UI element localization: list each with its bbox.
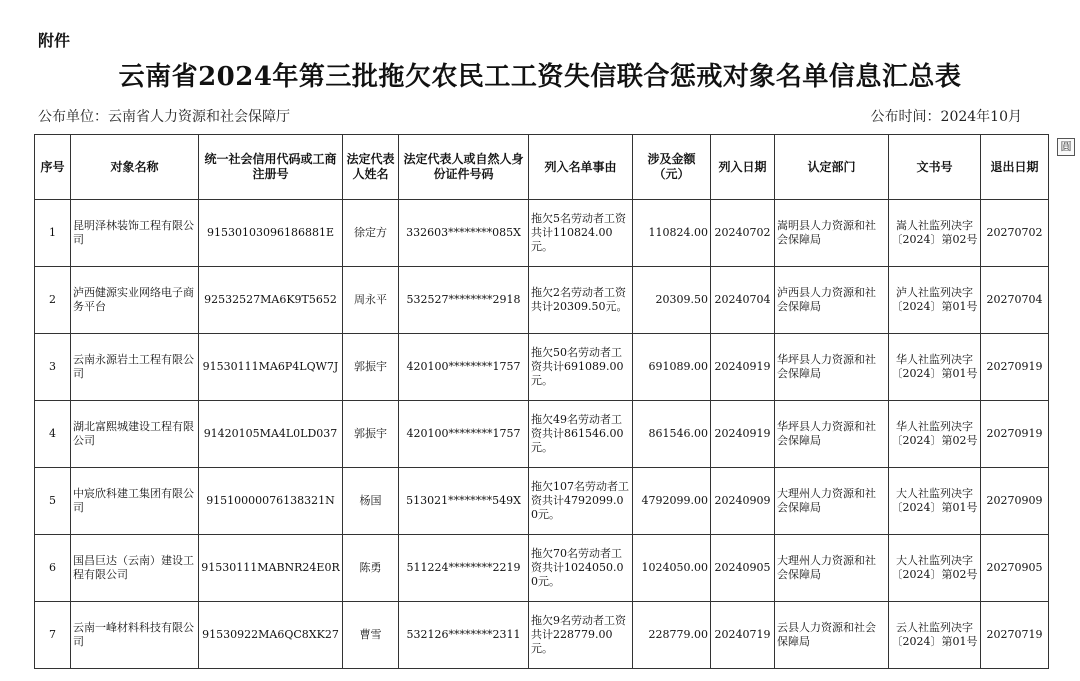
cell-date-in: 20240702 [711, 200, 775, 267]
cell-rep: 陈勇 [343, 535, 399, 602]
cell-date-out: 20270704 [981, 267, 1049, 334]
cell-rep: 周永平 [343, 267, 399, 334]
blacklist-table [34, 134, 1049, 669]
cell-id: 532527********2918 [399, 267, 529, 334]
cell-doc: 华人社监列决字〔2024〕第01号 [889, 334, 981, 401]
cell-id: 513021********549X [399, 468, 529, 535]
cell-id: 420100********1757 [399, 334, 529, 401]
header-amount: 涉及金额（元） [633, 135, 711, 200]
header-date-in: 列入日期 [711, 135, 775, 200]
cell-code: 91510000076138321N [199, 468, 343, 535]
header-dept: 认定部门 [775, 135, 889, 200]
cell-seq: 1 [35, 200, 71, 267]
cell-rep: 郭振宇 [343, 401, 399, 468]
cell-date-out: 20270905 [981, 535, 1049, 602]
cell-reason: 拖欠107名劳动者工资共计4792099.00元。 [529, 468, 633, 535]
cell-doc: 泸人社监列决字〔2024〕第01号 [889, 267, 981, 334]
cell-amount: 20309.50 [633, 267, 711, 334]
cell-code: 91530111MABNR24E0R [199, 535, 343, 602]
table-row [35, 334, 1049, 401]
cell-name: 云南永源岩土工程有限公司 [71, 334, 199, 401]
cell-name: 泸西健源实业网络电子商务平台 [71, 267, 199, 334]
cell-doc: 云人社监列决字〔2024〕第01号 [889, 602, 981, 669]
publisher-line: 公布单位：云南省人力资源和社会保障厅 [38, 109, 290, 125]
cell-name: 湖北富熙城建设工程有限公司 [71, 401, 199, 468]
header-reason: 列入名单事由 [529, 135, 633, 200]
table-header-row [35, 135, 1049, 200]
cell-amount: 861546.00 [633, 401, 711, 468]
cell-id: 532126********2311 [399, 602, 529, 669]
cell-name: 昆明泽林装饰工程有限公司 [71, 200, 199, 267]
cell-amount: 691089.00 [633, 334, 711, 401]
cell-amount: 110824.00 [633, 200, 711, 267]
cell-date-in: 20240905 [711, 535, 775, 602]
cell-date-out: 20270719 [981, 602, 1049, 669]
table-row [35, 267, 1049, 334]
cell-rep: 郭振宇 [343, 334, 399, 401]
header-date-out: 退出日期 [981, 135, 1049, 200]
header-code: 统一社会信用代码或工商注册号 [199, 135, 343, 200]
cell-reason: 拖欠50名劳动者工资共计691089.00元。 [529, 334, 633, 401]
cell-date-in: 20240704 [711, 267, 775, 334]
cell-dept: 华坪县人力资源和社会保障局 [775, 401, 889, 468]
cell-date-in: 20240719 [711, 602, 775, 669]
cell-code: 91530103096186881E [199, 200, 343, 267]
cell-doc: 华人社监列决字〔2024〕第02号 [889, 401, 981, 468]
table-row [35, 468, 1049, 535]
cell-reason: 拖欠9名劳动者工资共计228779.00元。 [529, 602, 633, 669]
cell-date-out: 20270919 [981, 401, 1049, 468]
table-row [35, 602, 1049, 669]
document-title: 云南省2024年第三批拖欠农民工工资失信联合惩戒对象名单信息汇总表 [118, 62, 962, 92]
cell-date-out: 20270909 [981, 468, 1049, 535]
cell-dept: 泸西县人力资源和社会保障局 [775, 267, 889, 334]
cell-doc: 大人社监列决字〔2024〕第02号 [889, 535, 981, 602]
cell-rep: 杨国 [343, 468, 399, 535]
cell-seq: 5 [35, 468, 71, 535]
header-doc: 文书号 [889, 135, 981, 200]
publish-time-line: 公布时间：2024年10月 [870, 109, 1022, 125]
header-name: 对象名称 [71, 135, 199, 200]
table-row [35, 535, 1049, 602]
cell-dept: 嵩明县人力资源和社会保障局 [775, 200, 889, 267]
cell-doc: 嵩人社监列决字〔2024〕第02号 [889, 200, 981, 267]
header-rep: 法定代表人姓名 [343, 135, 399, 200]
cell-date-in: 20240919 [711, 334, 775, 401]
cell-name: 中宸欣科建工集团有限公司 [71, 468, 199, 535]
cell-dept: 大理州人力资源和社会保障局 [775, 535, 889, 602]
header-seq: 序号 [35, 135, 71, 200]
cell-name: 国昌巨达（云南）建设工程有限公司 [71, 535, 199, 602]
cell-amount: 1024050.00 [633, 535, 711, 602]
cell-code: 91530111MA6P4LQW7J [199, 334, 343, 401]
cell-dept: 华坪县人力资源和社会保障局 [775, 334, 889, 401]
cell-seq: 6 [35, 535, 71, 602]
cell-amount: 4792099.00 [633, 468, 711, 535]
cell-dept: 大理州人力资源和社会保障局 [775, 468, 889, 535]
cell-id: 420100********1757 [399, 401, 529, 468]
cell-rep: 曹雪 [343, 602, 399, 669]
cell-code: 91530922MA6QC8XK27 [199, 602, 343, 669]
cell-dept: 云县人力资源和社会保障局 [775, 602, 889, 669]
cell-id: 511224********2219 [399, 535, 529, 602]
table-row [35, 200, 1049, 267]
cell-date-in: 20240909 [711, 468, 775, 535]
side-panel-icon[interactable]: 圓 [1057, 138, 1075, 156]
cell-name: 云南一峰材料科技有限公司 [71, 602, 199, 669]
cell-reason: 拖欠2名劳动者工资共计20309.50元。 [529, 267, 633, 334]
cell-code: 92532527MA6K9T5652 [199, 267, 343, 334]
table-row [35, 401, 1049, 468]
cell-seq: 3 [35, 334, 71, 401]
cell-reason: 拖欠49名劳动者工资共计861546.00元。 [529, 401, 633, 468]
cell-date-out: 20270919 [981, 334, 1049, 401]
cell-date-out: 20270702 [981, 200, 1049, 267]
cell-rep: 徐定方 [343, 200, 399, 267]
cell-code: 91420105MA4L0LD037 [199, 401, 343, 468]
cell-amount: 228779.00 [633, 602, 711, 669]
cell-seq: 2 [35, 267, 71, 334]
cell-reason: 拖欠70名劳动者工资共计1024050.00元。 [529, 535, 633, 602]
cell-id: 332603********085X [399, 200, 529, 267]
header-id: 法定代表人或自然人身份证件号码 [399, 135, 529, 200]
cell-seq: 7 [35, 602, 71, 669]
cell-reason: 拖欠5名劳动者工资共计110824.00元。 [529, 200, 633, 267]
cell-seq: 4 [35, 401, 71, 468]
attachment-label: 附件 [38, 31, 71, 50]
cell-doc: 大人社监列决字〔2024〕第01号 [889, 468, 981, 535]
cell-date-in: 20240919 [711, 401, 775, 468]
